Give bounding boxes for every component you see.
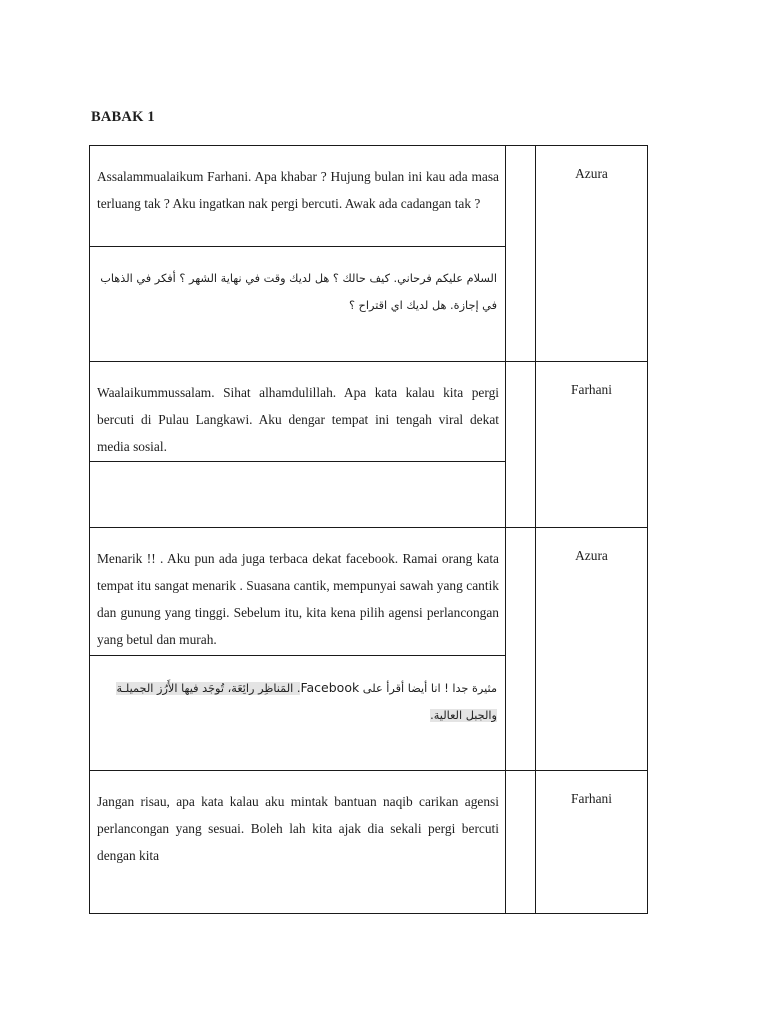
dialogue-row bbox=[90, 362, 648, 462]
dialogue-row bbox=[90, 771, 648, 914]
arabic-text: مثيرة جدا ! انا أيضا أقرأ على bbox=[359, 682, 497, 695]
malay-line: Waalaikummussalam. Sihat alhamdulillah. Apa kata kalau kita pergi bercuti di Pulau Langkawi. Aku dengar tempat ini tengah viral dekat media sosial. bbox=[97, 385, 499, 454]
speaker-name: Farhani bbox=[571, 382, 612, 397]
arabic-line: السلام عليكم فرحاني. كيف حالك ؟ هل لديك وقت في نهاية الشهر ؟ أفكر في الذهاب في إجازة. هل لديك اي اقتراح ؟ bbox=[100, 272, 497, 312]
malay-line: Jangan risau, apa kata kalau aku mintak bantuan naqib carikan agensi perlancongan yang sesuai. Boleh lah kita ajak dia sekali pergi bercuti dengan kita bbox=[97, 794, 499, 863]
blank-cell bbox=[506, 362, 536, 528]
highlighted-arabic: . المَناظِر رائِعَة، تُوجَد فيها الأَرُز الجميلـة والجبل العالية. bbox=[116, 682, 497, 722]
dialogue-table bbox=[89, 145, 648, 914]
dialogue-row bbox=[90, 146, 648, 247]
arabic-line bbox=[90, 462, 505, 480]
facebook-word: Facebook bbox=[300, 680, 360, 695]
blank-cell bbox=[506, 146, 536, 362]
speaker-cell bbox=[536, 362, 648, 528]
speaker-cell bbox=[536, 146, 648, 362]
speaker-cell bbox=[536, 528, 648, 771]
dialogue-row bbox=[90, 528, 648, 656]
malay-line: Assalammualaikum Farhani. Apa khabar ? Hujung bulan ini kau ada masa terluang tak ? Aku ingatkan nak pergi bercuti. Awak ada cadangan tak ? bbox=[97, 169, 499, 211]
speaker-name: Farhani bbox=[571, 791, 612, 806]
speaker-name: Azura bbox=[575, 548, 608, 563]
speaker-cell bbox=[536, 771, 648, 914]
blank-cell bbox=[506, 528, 536, 771]
arabic-line bbox=[90, 656, 505, 729]
blank-cell bbox=[506, 771, 536, 914]
malay-line: Menarik !! . Aku pun ada juga terbaca dekat facebook. Ramai orang kata tempat itu sangat menarik . Suasana cantik, mempunyai sawah yang cantik dan gunung yang tinggi. Sebelum itu, kita kena pilih agensi perlancongan yang betul dan murah. bbox=[97, 551, 499, 647]
speaker-name: Azura bbox=[575, 166, 608, 181]
scene-heading: BABAK 1 bbox=[91, 109, 155, 125]
